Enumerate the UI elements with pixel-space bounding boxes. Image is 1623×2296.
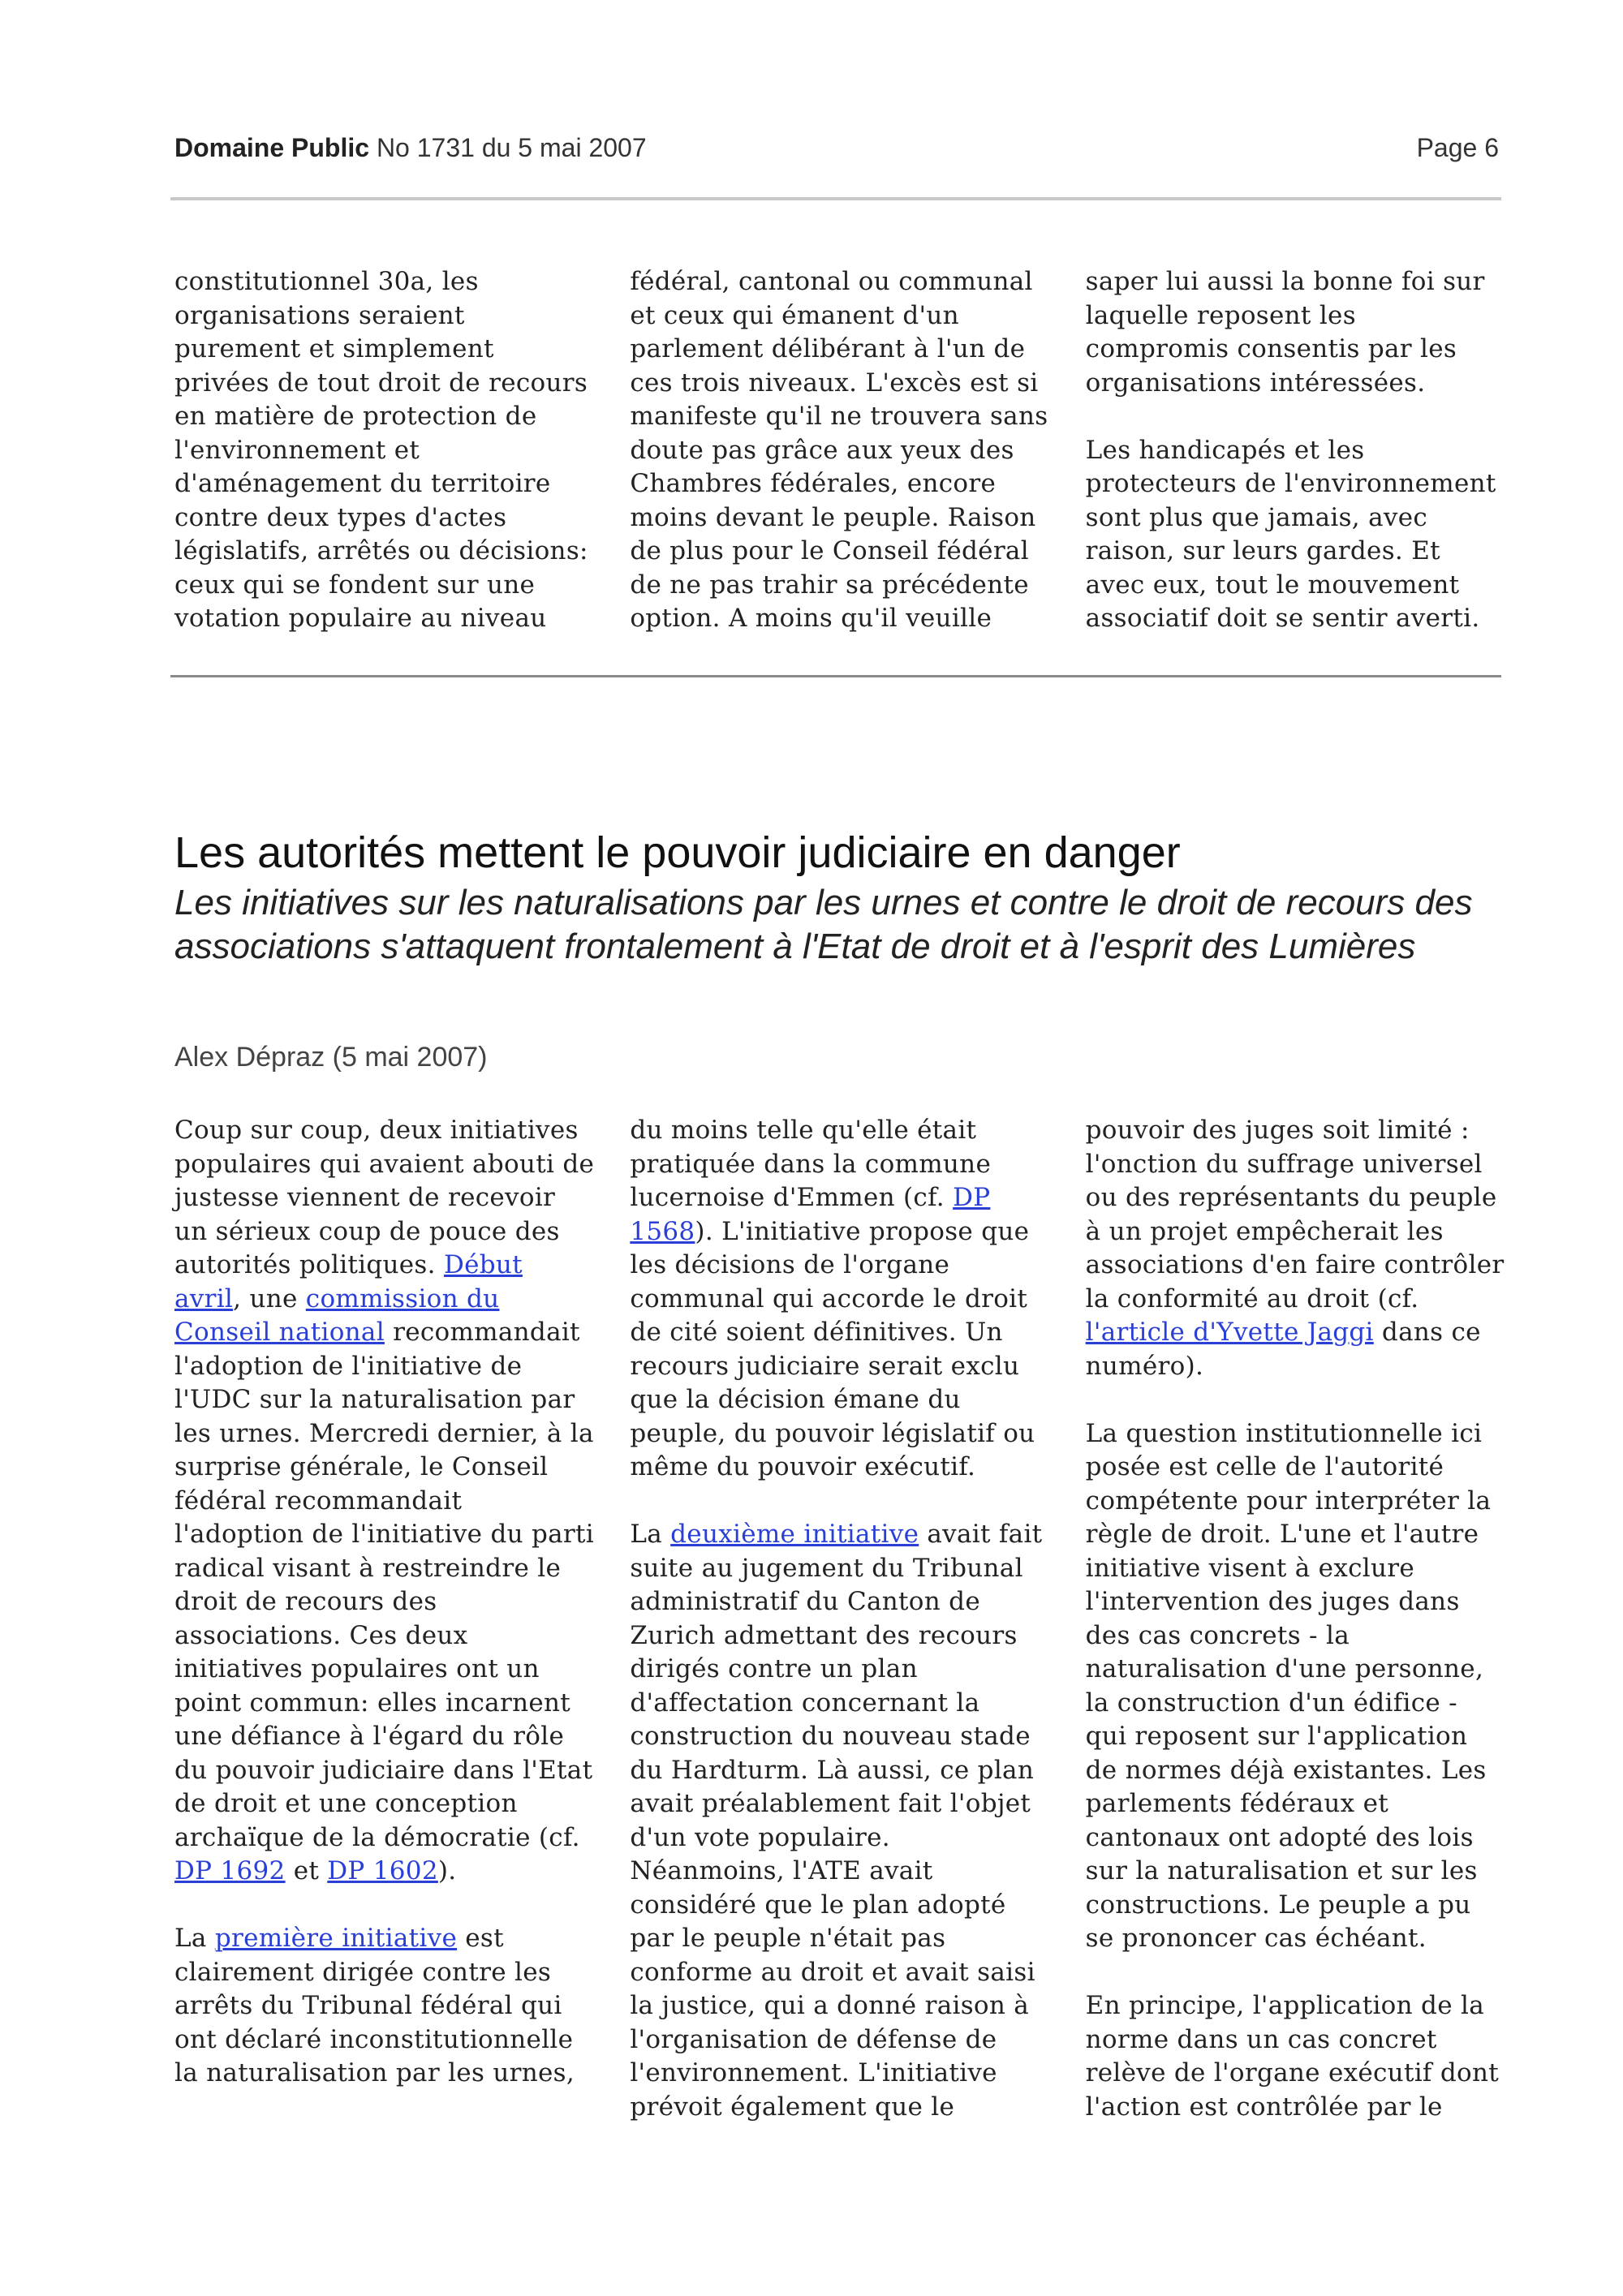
column-1 bbox=[174, 1114, 594, 2124]
link-article-yvette-jaggi[interactable]: l'article d'Yvette Jaggi bbox=[1085, 1318, 1374, 1347]
text-run: ). bbox=[437, 1856, 457, 1885]
text-run: pouvoir des juges soit limité : l'onction du suffrage universel ou des représentants du peuple à un projet empêcherait les associations d'en faire contrôler la conformité au droit (cf. bbox=[1085, 1116, 1505, 1314]
text-run: avait fait suite au jugement du Tribunal administratif du Canton de Zurich admettant des recours dirigés contre un plan d'affectation concernant la construction du nouveau stade du Hardturm. Là aussi, ce plan avait préalablement fait l'objet d'un vote populaire. Néanmoins, l'ATE avait considéré que le plan adopté par le peuple n'était pas conforme au droit et avait saisi la justice, qui a donné raison à l'organisation de défense de l'environnement. L'initiative prévoit également que le bbox=[630, 1520, 1043, 2122]
text-run: recommandait l'adoption de l'initiative de l'UDC sur la naturalisation par les urnes. Mercredi dernier, à la surprise générale, le Conseil fédéral recommandait l'adoption de l'initiative du parti radical visant à restreindre le droit de recours des associations. Ces deux initiatives populaires ont un point commun: elles incarnent une défiance à l'égard du rôle du pouvoir judiciaire dans l'Etat de droit et une conception archaïque de la démocratie (cf. bbox=[174, 1318, 595, 1852]
text-run: ). L'initiative propose que les décisions de l'organe communal qui accorde le droit de cité soient définitives. Un recours judiciaire serait exclu que la décision émane du peuple, du pouvoir législatif ou même du pouvoir exécutif. bbox=[630, 1216, 1035, 1481]
article-body bbox=[174, 1114, 1505, 2124]
paragraph bbox=[1086, 1114, 1505, 1383]
paragraph: En principe, l'application de la norme dans un cas concret relève de l'organe exécutif dont l'action est contrôlée par le bbox=[1085, 1991, 1499, 2122]
paragraph bbox=[174, 1114, 594, 1889]
article-title: Les autorités mettent le pouvoir judiciaire en danger bbox=[174, 828, 1181, 877]
article-subtitle: Les initiatives sur les naturalisations par les urnes et contre le droit de recours des associations s'attaquent frontalement à l'Etat de droit et à l'esprit des Lumières bbox=[174, 883, 1473, 966]
link-dp-1568[interactable]: DP 1568 bbox=[630, 1183, 991, 1246]
text-run: est clairement dirigée contre les arrêts du Tribunal fédéral qui ont déclaré inconstitutionnelle la naturalisation par les urnes, bbox=[174, 1924, 575, 2087]
paragraph: La question institutionnelle ici posée est celle de l'autorité compétente pour interpréter la règle de droit. L'une et l'autre initiative visent à exclure l'intervention des juges dans des cas concrets - la naturalisation d'une personne, la construction d'un édifice - qui reposent sur l'application de normes déjà existantes. Les parlements fédéraux et cantonaux ont adopté des lois sur la naturalisation et sur les constructions. Le peuple a pu se prononcer cas échéant. bbox=[1085, 1418, 1492, 1953]
paragraph: saper lui aussi la bonne foi sur laquelle reposent les compromis consentis par les organisations intéressées. bbox=[1085, 267, 1485, 398]
publication-name: Domaine Public bbox=[174, 133, 370, 162]
text-run: dans ce numéro). bbox=[1085, 1318, 1481, 1381]
text-run: La bbox=[630, 1520, 671, 1549]
text-run: , une bbox=[233, 1283, 306, 1314]
link-dp-1602[interactable]: DP 1602 bbox=[327, 1856, 438, 1885]
text-run: et bbox=[285, 1856, 328, 1885]
text-run: La bbox=[174, 1924, 215, 1953]
text-run: Coup sur coup, deux initiatives populaires qui avaient abouti de justesse viennent de recevoir un sérieux coup de pouce des autorités politiques. bbox=[174, 1116, 595, 1279]
paragraph: constitutionnel 30a, les organisations seraient purement et simplement privées de tout droit de recours en matière de protection de l'environnement et d'aménagement du territoire contre deux types d'actes législatifs, arrêtés ou décisions: ceux qui se fondent sur une votation populaire au niveau bbox=[174, 267, 588, 633]
paragraph bbox=[174, 1922, 594, 2091]
column-2 bbox=[630, 265, 1049, 636]
column-2 bbox=[630, 1114, 1049, 2124]
text-run: du moins telle qu'elle était pratiquée dans la commune lucernoise d'Emmen (cf. bbox=[630, 1116, 992, 1212]
page-number: Page 6 bbox=[1416, 133, 1499, 162]
paragraph: fédéral, cantonal ou communal et ceux qui émanent d'un parlement délibérant à l'un de ces trois niveaux. L'excès est si manifeste qu'il ne trouvera sans doute pas grâce aux yeux des Chambres fédérales, encore moins devant le peuple. Raison de plus pour le Conseil fédéral de ne pas trahir sa précédente option. A moins qu'il veuille bbox=[630, 267, 1048, 633]
article-divider bbox=[170, 675, 1501, 677]
column-3 bbox=[1086, 1114, 1505, 2124]
byline: Alex Dépraz (5 mai 2007) bbox=[174, 1042, 488, 1073]
link-debut-avril[interactable]: Début avril bbox=[174, 1250, 523, 1314]
paragraph bbox=[630, 1518, 1049, 2124]
link-commission-conseil-national[interactable]: commission du Conseil national bbox=[174, 1283, 500, 1347]
column-3 bbox=[1086, 265, 1505, 636]
link-deuxieme-initiative[interactable]: deuxième initiative bbox=[670, 1520, 919, 1549]
issue-info: No 1731 du 5 mai 2007 bbox=[376, 133, 647, 162]
paragraph bbox=[630, 1114, 1049, 1485]
previous-article-continuation bbox=[174, 265, 1505, 636]
page-header bbox=[174, 133, 1499, 169]
link-dp-1692[interactable]: DP 1692 bbox=[174, 1856, 286, 1885]
header-divider bbox=[170, 197, 1501, 200]
paragraph: Les handicapés et les protecteurs de l'environnement sont plus que jamais, avec raison, sur leurs gardes. Et avec eux, tout le mouvement associatif doit se sentir averti. bbox=[1085, 435, 1496, 633]
column-1 bbox=[174, 265, 594, 636]
link-premiere-initiative[interactable]: première initiative bbox=[214, 1924, 458, 1953]
